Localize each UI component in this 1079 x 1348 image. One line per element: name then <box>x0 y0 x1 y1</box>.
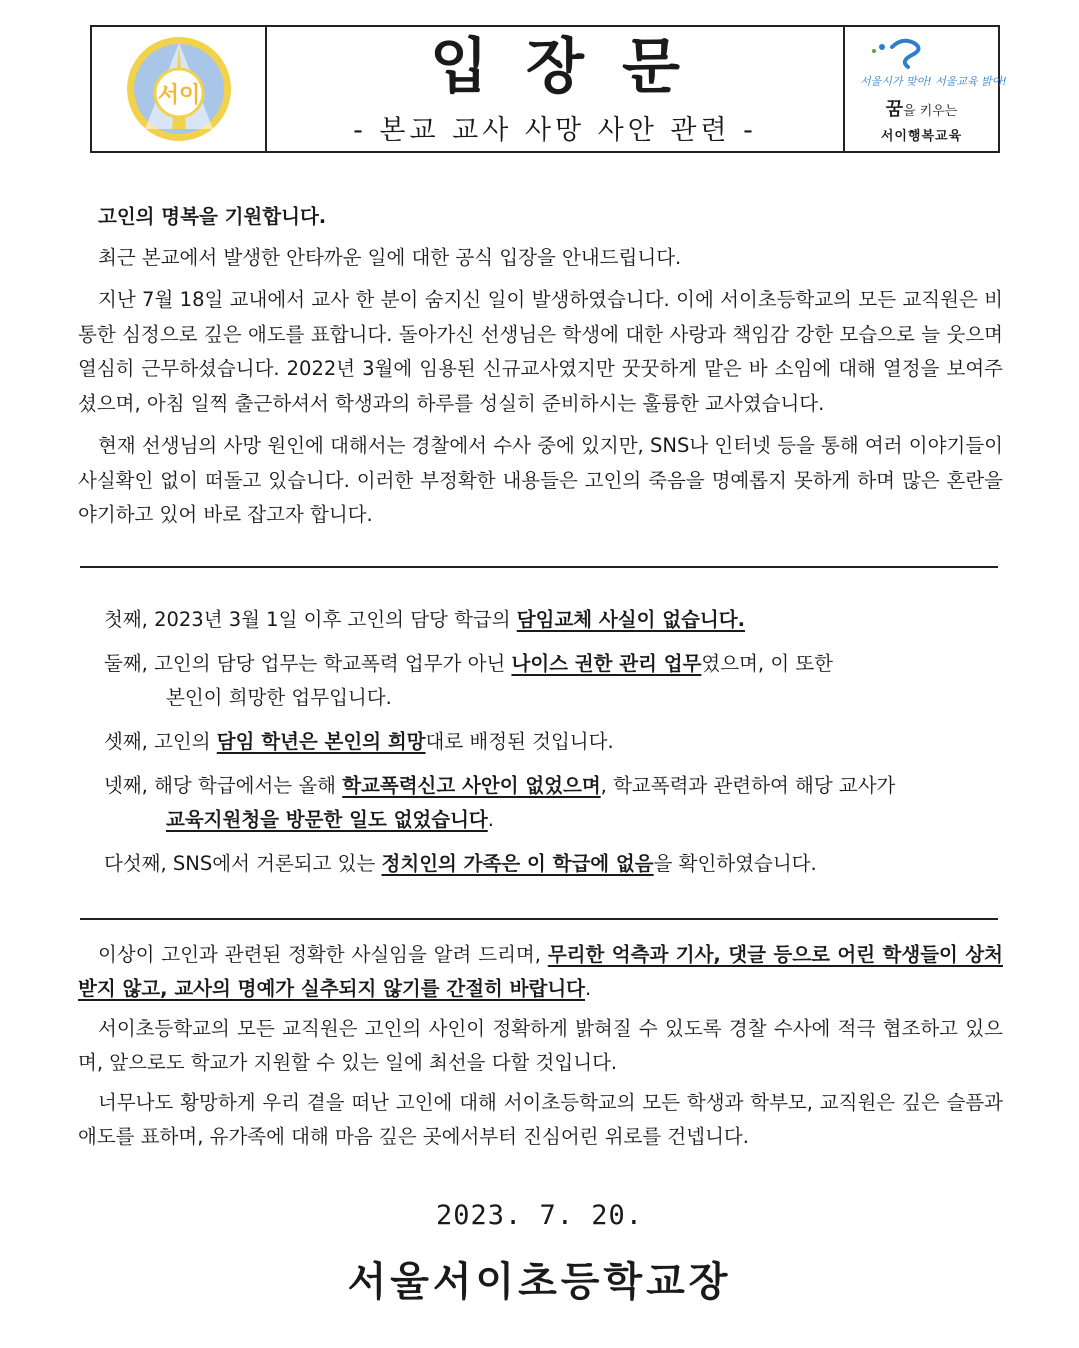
document-header <box>90 25 1007 153</box>
fact-item-1: 첫째, 2023년 3월 1일 이후 고인의 담당 학급의 담임교체 사실이 없습니다. <box>104 608 745 631</box>
emblem-text: 서이 <box>157 83 200 108</box>
slogan-bottom: 서이행복교육 <box>880 129 963 144</box>
intro-paragraph-1: 최근 본교에서 발생한 안타까운 일에 대한 공식 입장을 안내드립니다. <box>98 245 682 269</box>
divider-1 <box>80 566 998 568</box>
greeting: 고인의 명복을 기원합니다. <box>98 205 327 228</box>
school-emblem-cell <box>92 27 267 151</box>
facts-list <box>104 603 1004 891</box>
document-signer: 서울서이초등학교장 <box>347 1259 732 1305</box>
document-title: 입장문 <box>430 31 718 102</box>
closing-paragraph-3: 너무나도 황망하게 우리 곁을 떠난 고인에 대해 서이초등학교의 모든 학생과 학부모, 교직원은 깊은 슬픔과 애도를 표하며, 유가족에 대해 마음 깊은 곳에서부터 진심어린 위로를 건넵니다. <box>78 1091 1003 1148</box>
fact-item-5: 다섯째, SNS에서 거론되고 있는 정치인의 가족은 이 학급에 없음을 확인하였습니다. <box>104 852 817 875</box>
school-emblem-icon <box>123 33 235 145</box>
closing-paragraph-2: 서이초등학교의 모든 교직원은 고인의 사인이 정확하게 밝혀질 수 있도록 경찰 수사에 적극 협조하고 있으며, 앞으로도 학교가 지원할 수 있는 일에 최선을 다할 것입니다. <box>78 1017 1003 1074</box>
slogan-script-text: 서울시가 맞아! 서울교육 밝아! <box>859 75 1007 88</box>
intro-paragraph-2: 지난 7월 18일 교내에서 교사 한 분이 숨지신 일이 발생하였습니다. 이에 서이초등학교의 모든 교직원은 비통한 심정으로 깊은 애도를 표합니다. 돌아가신 선생님은 학생에 대한 사랑과 책임감 강한 모습으로 늘 웃으며 열심히 근무하셨습니다. 2022년 3월에 임용된 신규교사였지만 꿋꿋하게 맡은 바 소임에 대해 열정을 보여주셨으며, 아침 일찍 출근하셔서 학생과의 하루를 성실히 준비하시는 훌륭한 교사였습니다. <box>78 288 1003 415</box>
intro-section <box>78 200 1003 541</box>
intro-paragraph-3: 현재 선생님의 사망 원인에 대해서는 경찰에서 수사 중에 있지만, SNS나 인터넷 등을 통해 여러 이야기들이 사실확인 없이 떠돌고 있습니다. 이러한 부정확한 내용들은 고인의 죽음을 명예롭지 못하게 하며 많은 혼란을 야기하고 있어 바로 잡고자 합니다. <box>78 434 1003 526</box>
fact-item-4: 넷째, 해당 학급에서는 올해 학교폭력신고 사안이 없었으며, 학교폭력과 관련하여 해당 교사가 교육지원청을 방문한 일도 없었습니다. <box>104 774 896 831</box>
slogan-dream: 꿈을 키우는 <box>885 99 958 120</box>
fact-item-2: 둘째, 고인의 담당 업무는 학교폭력 업무가 아닌 나이스 권한 관리 업무였으며, 이 또한 본인이 희망한 업무입니다. <box>104 652 834 709</box>
document-subtitle: - 본교 교사 사망 사안 관련 - <box>353 114 757 146</box>
title-cell <box>267 27 845 151</box>
document-date: 2023. 7. 20. <box>435 1200 644 1231</box>
slogan-logo-icon <box>852 33 1007 93</box>
closing-section <box>78 938 1003 1160</box>
divider-2 <box>80 918 998 920</box>
fact-item-3: 셋째, 고인의 담임 학년은 본인의 희망대로 배정된 것입니다. <box>104 730 614 753</box>
closing-paragraph-1: 이상이 고인과 관련된 정확한 사실임을 알려 드리며, 무리한 억측과 기사, 댓글 등으로 어린 학생들이 상처받지 않고, 교사의 명예가 실추되지 않기를 간절히 바랍니다. <box>78 943 1003 1000</box>
slogan-cell <box>845 27 1007 151</box>
